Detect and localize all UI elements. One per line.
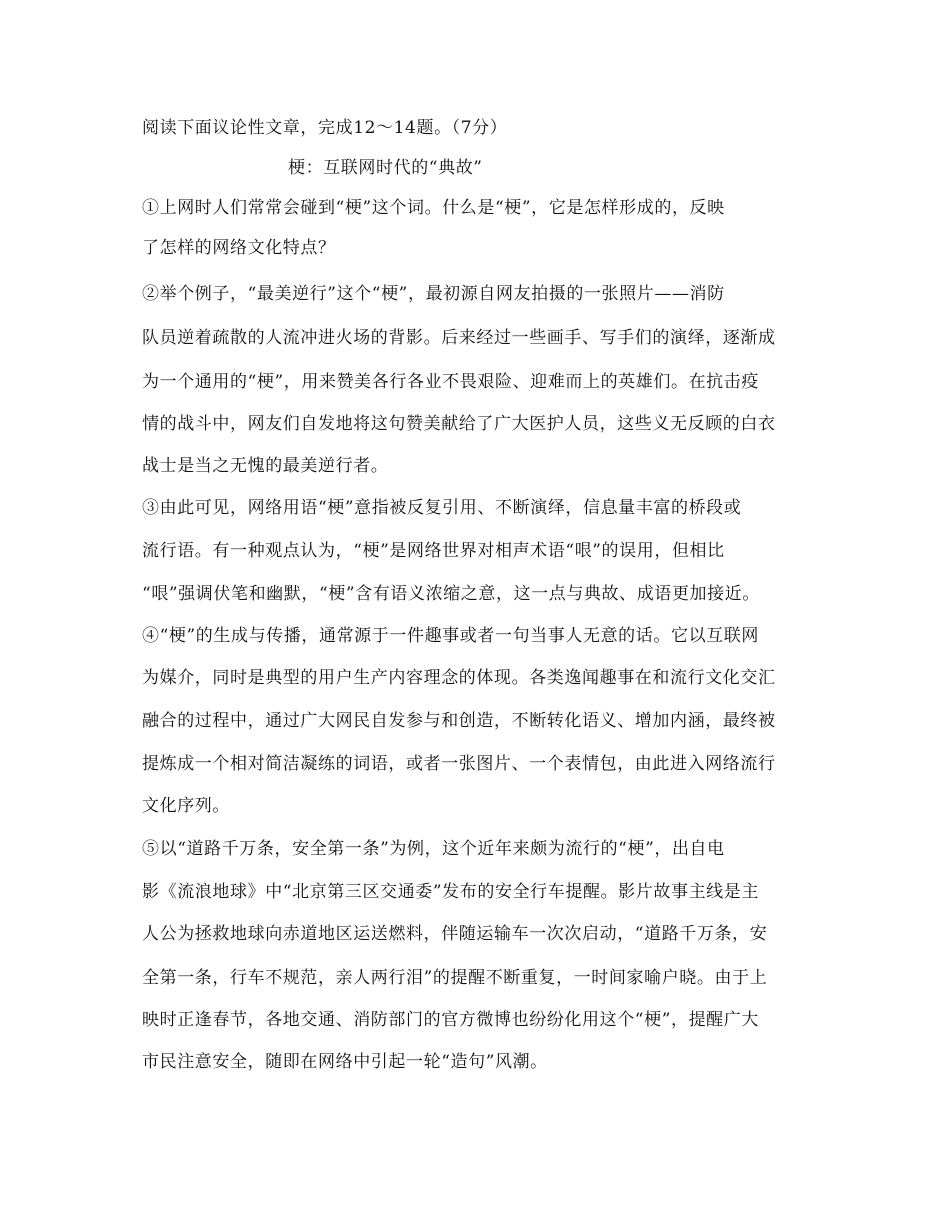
paragraph-line: 文化序列。 <box>142 796 230 816</box>
paragraph-line: 人公为拯救地球向赤道地区运送燃料，伴随运输车一次次启动，“道路千万条，安 <box>142 924 768 944</box>
paragraph-line: 影《流浪地球》中“北京第三区交通委”发布的安全行车提醒。影片故事主线是主 <box>142 882 759 902</box>
paragraph-line: 为媒介，同时是典型的用户生产内容理念的体现。各类逸闻趣事在和流行文化交汇 <box>142 668 776 688</box>
paragraph-line: ④“梗”的生成与传播，通常源于一件趣事或者一句当事人无意的话。它以互联网 <box>142 626 759 646</box>
paragraph-line: 映时正逢春节，各地交通、消防部门的官方微博也纷纷化用这个“梗”，提醒广大 <box>142 1010 759 1030</box>
paragraph-line: ①上网时人们常常会碰到“梗”这个词。什么是“梗”，它是怎样形成的，反映 <box>142 198 725 218</box>
article-title: 梗：互联网时代的“典故” <box>288 158 483 178</box>
paragraph-line: ②举个例子，“最美逆行”这个“梗”，最初源自网友拍摄的一张照片——消防 <box>142 284 725 304</box>
paragraph-line: 为一个通用的“梗”，用来赞美各行各业不畏艰险、迎难而上的英雄们。在抗击疫 <box>142 372 759 392</box>
paragraph-line: ⑤以“道路千万条，安全第一条”为例，这个近年来颇为流行的“梗”，出自电 <box>142 839 725 859</box>
reading-instruction: 阅读下面议论性文章，完成12～14题。（7分） <box>142 118 508 138</box>
paragraph-line: 了怎样的网络文化特点？ <box>142 238 336 258</box>
paragraph-line: 情的战斗中，网友们自发地将这句赞美献给了广大医护人员，这些义无反顾的白衣 <box>142 414 776 434</box>
paragraph-line: 队员逆着疏散的人流冲进火场的背影。后来经过一些画手、写手们的演绎，逐渐成 <box>142 328 776 348</box>
paragraph-line: 市民注意安全，随即在网络中引起一轮“造句”风潮。 <box>142 1052 548 1072</box>
paragraph-line: 融合的过程中，通过广大网民自发参与和创造，不断转化语义、增加内涵，最终被 <box>142 711 776 731</box>
paragraph-line: 流行语。有一种观点认为，“梗”是网络世界对相声术语“哏”的误用，但相比 <box>142 541 725 561</box>
paragraph-line: ③由此可见，网络用语“梗”意指被反复引用、不断演绎，信息量丰富的桥段或 <box>142 498 742 518</box>
paragraph-line: 提炼成一个相对简洁凝练的词语，或者一张图片、一个表情包，由此进入网络流行 <box>142 754 776 774</box>
paragraph-line: “哏”强调伏笔和幽默，“梗”含有语义浓缩之意，这一点与典故、成语更加接近。 <box>142 584 760 604</box>
paragraph-line: 全第一条，行车不规范，亲人两行泪”的提醒不断重复，一时间家喻户晓。由于上 <box>142 968 768 988</box>
paragraph-line: 战士是当之无愧的最美逆行者。 <box>142 456 389 476</box>
